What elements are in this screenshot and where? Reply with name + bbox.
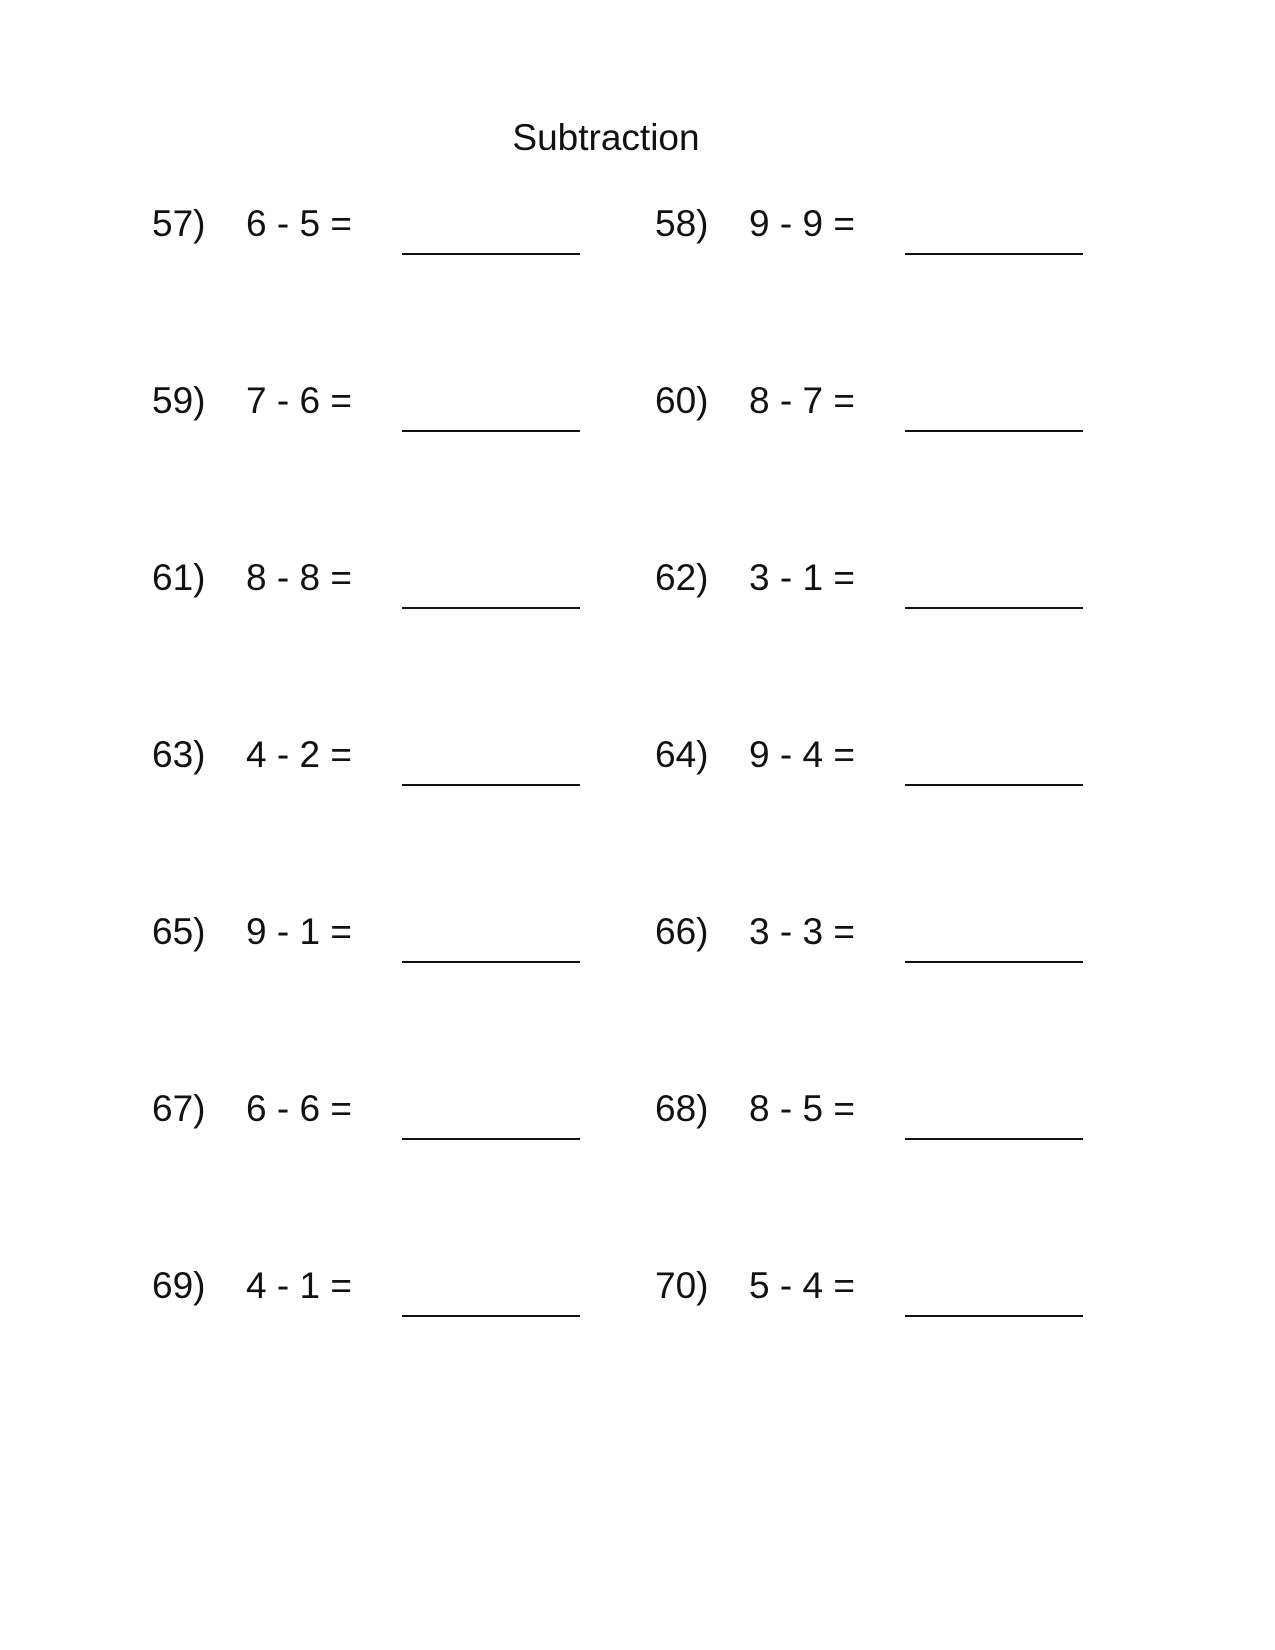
answer-blank[interactable] [402, 253, 580, 255]
answer-blank[interactable] [402, 784, 580, 786]
problem-number: 61) [152, 557, 206, 598]
answer-blank[interactable] [402, 1138, 580, 1140]
problem-row [0, 1262, 1275, 1439]
problem-expression: 5 - 4 = [749, 1265, 855, 1306]
problem-row [0, 200, 1275, 377]
problem-number: 57) [152, 203, 206, 244]
answer-blank[interactable] [905, 430, 1083, 432]
problem-expression: 4 - 2 = [246, 734, 352, 775]
problem-number: 67) [152, 1088, 206, 1129]
problem-grid [0, 200, 1275, 1439]
problem-expression: 8 - 8 = [246, 557, 352, 598]
problem-row [0, 731, 1275, 908]
problem-expression: 6 - 5 = [246, 203, 352, 244]
problem-row [0, 908, 1275, 1085]
problem-expression: 3 - 1 = [749, 557, 855, 598]
answer-blank[interactable] [905, 607, 1083, 609]
problem-number: 60) [655, 380, 709, 421]
worksheet-title: Subtraction [512, 117, 700, 158]
problem-number: 69) [152, 1265, 206, 1306]
problem-expression: 4 - 1 = [246, 1265, 352, 1306]
answer-blank[interactable] [905, 1315, 1083, 1317]
problem-expression: 8 - 5 = [749, 1088, 855, 1129]
problem-expression: 6 - 6 = [246, 1088, 352, 1129]
answer-blank[interactable] [905, 784, 1083, 786]
problem-number: 68) [655, 1088, 709, 1129]
answer-blank[interactable] [402, 1315, 580, 1317]
problem-number: 59) [152, 380, 206, 421]
problem-number: 63) [152, 734, 206, 775]
answer-blank[interactable] [905, 253, 1083, 255]
problem-number: 64) [655, 734, 709, 775]
problem-expression: 3 - 3 = [749, 911, 855, 952]
problem-expression: 9 - 1 = [246, 911, 352, 952]
problem-number: 65) [152, 911, 206, 952]
problem-expression: 8 - 7 = [749, 380, 855, 421]
answer-blank[interactable] [402, 961, 580, 963]
problem-number: 62) [655, 557, 709, 598]
problem-number: 58) [655, 203, 709, 244]
answer-blank[interactable] [402, 607, 580, 609]
problem-expression: 9 - 4 = [749, 734, 855, 775]
problem-expression: 7 - 6 = [246, 380, 352, 421]
answer-blank[interactable] [905, 961, 1083, 963]
problem-expression: 9 - 9 = [749, 203, 855, 244]
problem-number: 66) [655, 911, 709, 952]
answer-blank[interactable] [402, 430, 580, 432]
problem-number: 70) [655, 1265, 709, 1306]
problem-row [0, 1085, 1275, 1262]
problem-row [0, 377, 1275, 554]
answer-blank[interactable] [905, 1138, 1083, 1140]
problem-row [0, 554, 1275, 731]
